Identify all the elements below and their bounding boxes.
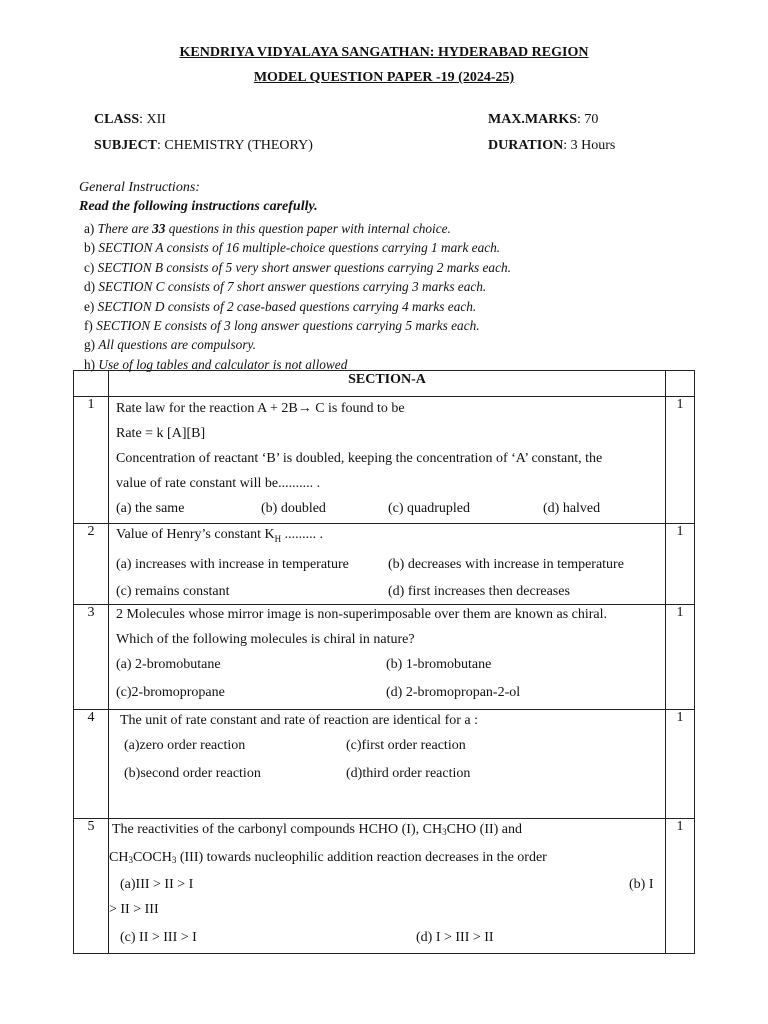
question-text-part: The reactivities of the carbonyl compounds HCHO (I), CH <box>112 822 443 837</box>
option-a: (a) the same <box>116 501 185 516</box>
question-number: 4 <box>74 710 109 819</box>
option-d: (d) 2-bromopropan-2-ol <box>386 685 521 700</box>
instruction-item <box>84 277 511 296</box>
marks-label: MAX.MARKS <box>488 112 578 127</box>
question-body <box>109 397 666 524</box>
question-text-part: (III) towards nucleophilic addition reaction decreases in the order <box>176 850 547 865</box>
instruction-letter: g) <box>84 337 96 353</box>
instruction-letter: d) <box>84 279 96 295</box>
instruction-item <box>84 238 511 257</box>
question-row-4 <box>74 710 695 819</box>
blank-cell <box>74 371 109 397</box>
question-text: 2 Molecules whose mirror image is non-superimposable over them are known as chiral. <box>116 607 608 622</box>
instruction-text: SECTION D consists of 2 case-based questions carrying 4 marks each. <box>97 298 477 314</box>
instruction-text: SECTION E consists of 3 long answer questions carrying 5 marks each. <box>96 318 480 334</box>
rate-law: Rate = k [A][B] <box>116 426 206 441</box>
instruction-letter: c) <box>84 259 95 275</box>
instruction-count: 33 <box>152 221 166 236</box>
duration-value: : 3 Hours <box>563 138 616 153</box>
instruction-text: SECTION B consists of 5 very short answer questions carrying 2 marks each. <box>97 259 511 275</box>
section-title: SECTION-A <box>109 371 666 397</box>
option-d: (d)third order reaction <box>346 766 471 781</box>
section-header-row <box>74 371 695 397</box>
instruction-text: SECTION C consists of 7 short answer questions carrying 3 marks each. <box>98 279 487 295</box>
option-a: (a)zero order reaction <box>124 738 246 753</box>
instruction-item <box>84 297 511 316</box>
marks-info <box>488 112 598 128</box>
class-info <box>94 112 166 128</box>
question-marks: 1 <box>666 710 695 819</box>
question-text <box>112 822 522 838</box>
question-row-2 <box>74 524 695 605</box>
question-text <box>116 527 323 544</box>
question-number: 1 <box>74 397 109 524</box>
school-heading: KENDRIYA VIDYALAYA SANGATHAN: HYDERABAD REGION <box>179 45 589 60</box>
instruction-text: Use of log tables and calculator is not allowed <box>98 356 348 372</box>
instruction-letter: h) <box>84 356 96 372</box>
option-a: (a) increases with increase in temperature <box>116 557 349 572</box>
instruction-text: SECTION A consists of 16 multiple-choice questions carrying 1 mark each. <box>98 240 501 256</box>
instruction-text: All questions are compulsory. <box>98 337 256 353</box>
marks-value: : 70 <box>577 112 599 127</box>
subscript: 3 <box>128 855 133 865</box>
instruction-letter: b) <box>84 240 96 256</box>
question-text <box>109 850 547 866</box>
instruction-item <box>84 335 511 354</box>
instruction-letter: e) <box>84 298 95 314</box>
option-b: (b) decreases with increase in temperature <box>388 557 624 572</box>
option-d: (d) first increases then decreases <box>388 584 570 599</box>
question-text: Which of the following molecules is chiral in nature? <box>116 632 415 647</box>
option-c: (c)first order reaction <box>346 738 466 753</box>
question-marks: 1 <box>666 524 695 605</box>
subject-label: SUBJECT <box>94 138 158 153</box>
question-number: 5 <box>74 819 109 954</box>
question-body <box>109 524 666 605</box>
question-row-1 <box>74 397 695 524</box>
instructions-subheading: Read the following instructions carefully. <box>79 199 318 214</box>
question-text-part: CH <box>109 850 129 865</box>
instruction-item <box>84 258 511 277</box>
duration-info <box>488 138 615 154</box>
question-text-part: COCH <box>132 850 172 865</box>
option-b: (b)second order reaction <box>124 766 261 781</box>
question-text: value of rate constant will be.......... . <box>116 476 321 491</box>
question-text <box>116 401 405 417</box>
option-a: (a)III > II > I <box>120 877 194 892</box>
option-b: (b) doubled <box>261 501 326 516</box>
question-row-5 <box>74 819 695 954</box>
question-text-part: C is found to be <box>311 401 405 416</box>
option-d: (d) halved <box>543 501 601 516</box>
question-text-part: Value of Henry’s constant K <box>116 527 275 542</box>
subject-value: : CHEMISTRY (THEORY) <box>157 138 313 153</box>
option-c: (c) quadrupled <box>388 501 471 516</box>
option-b: (b) 1-bromobutane <box>386 657 492 672</box>
question-body <box>109 710 666 819</box>
question-body <box>109 819 666 954</box>
question-row-3 <box>74 605 695 710</box>
subject-info <box>94 138 313 154</box>
option-b-continued: > II > III <box>109 902 159 917</box>
question-text: Concentration of reactant ‘B’ is doubled, keeping the concentration of ‘A’ constant, the <box>116 451 603 466</box>
subscript: H <box>274 533 282 544</box>
option-c: (c) remains constant <box>116 584 230 599</box>
instruction-text: questions in this question paper with internal choice. <box>165 221 451 236</box>
class-value: : XII <box>139 112 166 127</box>
subscript: 3 <box>442 827 447 837</box>
instruction-item <box>84 316 511 335</box>
option-c: (c)2-bromopropane <box>116 685 225 700</box>
question-number: 3 <box>74 605 109 710</box>
question-number: 2 <box>74 524 109 605</box>
question-marks: 1 <box>666 605 695 710</box>
question-marks: 1 <box>666 819 695 954</box>
instruction-letter: f) <box>84 318 93 334</box>
question-text-part: ......... . <box>281 527 324 542</box>
option-a: (a) 2-bromobutane <box>116 657 221 672</box>
questions-table <box>73 370 695 954</box>
question-text-part: CHO (II) and <box>446 822 523 837</box>
instruction-text: There are <box>97 221 153 236</box>
paper-title: MODEL QUESTION PAPER -19 (2024-25) <box>253 70 515 85</box>
question-text: The unit of rate constant and rate of reaction are identical for a : <box>120 713 478 728</box>
question-body <box>109 605 666 710</box>
duration-label: DURATION <box>488 138 564 153</box>
blank-cell <box>666 371 695 397</box>
class-label: CLASS <box>94 112 140 127</box>
subscript: 3 <box>171 855 177 865</box>
question-text-part: Rate law for the reaction A + 2B <box>116 401 298 416</box>
option-b: (b) I <box>629 877 654 892</box>
question-marks: 1 <box>666 397 695 524</box>
option-d: (d) I > III > II <box>416 930 494 945</box>
instruction-item <box>84 219 511 238</box>
arrow-icon: → <box>297 401 312 416</box>
option-c: (c) II > III > I <box>120 930 197 945</box>
instructions-list <box>84 219 511 374</box>
instruction-letter: a) <box>84 221 95 236</box>
instructions-heading: General Instructions: <box>79 180 200 195</box>
